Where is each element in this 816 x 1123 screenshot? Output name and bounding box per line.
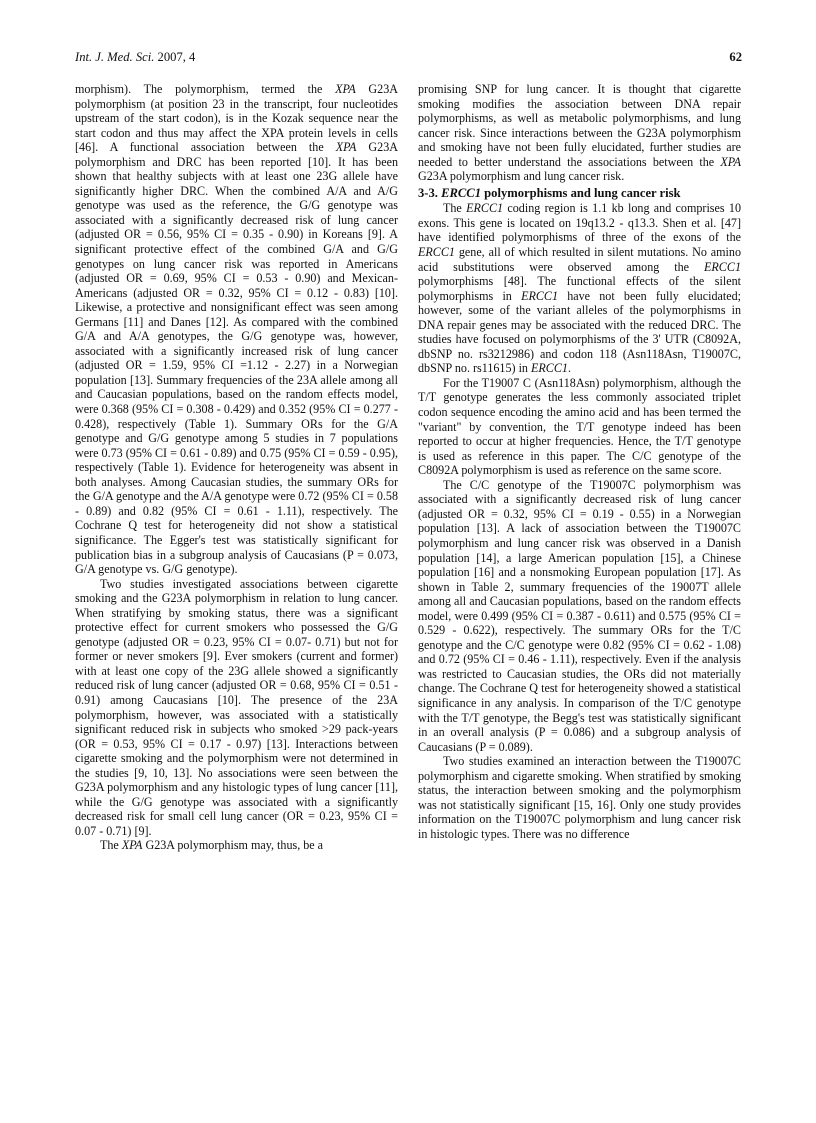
paragraph: The C/C genotype of the T19007C polymorphism was associated with a significantly decreased risk of lung cancer (adjusted OR = 0.32, 95% CI = 0.19 - 0.55) in a Norwegian population [13]. A lack of association between the T19007C polymorphism and lung cancer risk was observed in a Danish population [14], a large American population [15], a Chinese population [16] and a nonsmoking European population [17]. As shown in Table 2, summary frequencies of the 19007T allele among all and Caucasian populations, based on the random effects model, were 0.499 (95% CI = 0.387 - 0.611) and 0.575 (95% CI = 0.529 - 0.622), respectively. The summary ORs for the T/C genotype and the C/C genotype were 0.82 (95% CI = 0.62 - 1.08) and 0.72 (95% CI = 0.46 - 1.11), respectively. Even if the analysis was restricted to Caucasian studies, the ORs did not materially change. The Cochrane Q test for heterogeneity showed a statistical significance in any analysis. In comparison of the T/C genotype with the T/T genotype, the Begg's test was statistically significant in an overall analysis (P = 0.086) and a subgroup analysis of Caucasians (P = 0.089).	[418, 477, 741, 754]
heading-text: polymorphisms and lung cancer risk	[481, 185, 681, 200]
paragraph: For the T19007 C (Asn118Asn) polymorphism, although the T/T genotype generates the less commonly associated triplet codon sequence encoding the amino acid and has been termed the "variant" by convention, the T/T genotype indeed has been reported to occur at higher frequencies. Hence, the T/T genotype is used as reference in this paper. The C/C genotype of the C8092A polymorphism is used as reference on the same score.	[418, 375, 741, 478]
right-column	[418, 82, 741, 841]
paragraph: Two studies investigated associations between cigarette smoking and the G23A polymorphism in relation to lung cancer. When stratifying by smoking status, there was a significant protective effect for current smokers who possessed the G/G genotype (adjusted OR = 0.23, 95% CI = 0.07- 0.71) but not for former or never smokers [9]. Ever smokers (current and former) with at least one copy of the 23G allele showed a significantly reduced risk of lung cancer (adjusted OR = 0.68, 95% CI = 0.51 - 0.91) among Caucasians [10]. The presence of the 23A polymorphism, however, was associated with a statistically significant reduced risk in subjects who smoked >29 pack-years (OR = 0.53, 95% CI = 0.17 - 0.97) [13]. Interactions between cigarette smoking and the polymorphism were not determined in the studies [9, 10, 13]. No associations were seen between the G23A polymorphism and any histologic types of lung cancer [11], while the G/G genotype was associated with a significantly decreased risk for small cell lung cancer (OR = 0.23, 95% CI = 0.07 - 0.71) [9].	[75, 576, 398, 838]
gene-name: ERCC1	[531, 361, 568, 376]
journal-citation	[75, 50, 195, 65]
paragraph	[75, 838, 398, 853]
gene-name: XPA	[720, 154, 741, 169]
text-run: .	[567, 361, 571, 376]
text-run: G23A polymorphism may, thus, be a	[142, 838, 324, 853]
paragraph: Two studies examined an interaction between the T19007C polymorphism and cigarette smoking. When stratified by smoking status, the interaction between smoking and the polymorphism was not statistically significant [15, 16]. Only one study provides information on the T19007C polymorphism and lung cancer risk in histologic types. There was no difference	[418, 754, 741, 841]
text-run: G23A polymorphism and DRC has been reported [10]. It has been shown that healthy subjects with at least one 23G allele have significantly higher DRC. When the combined A/A and A/G genotype was used as the reference, the G/G genotype was associated with a significantly decreased risk of lung cancer (adjusted OR = 0.56, 95% CI = 0.35 - 0.90) in Koreans [9]. A significant protective effect of the combined G/A and G/G genotypes on lung cancer risk was reported in Americans (adjusted OR = 0.69, 95% CI = 0.53 - 0.90) and Mexican-Americans (adjusted OR = 0.32, 95% CI = 0.12 - 0.83) [10]. Likewise, a protective and nonsignificant effect was seen among Germans [11] and Danes [12]. As compared with the combined G/A and A/A genotypes, the G/G genotype was, however, associated with a significantly increased risk of lung cancer (adjusted OR = 1.59, 95% CI =1.12 - 2.27) in a Norwegian population [13]. Summary frequencies of the 23A allele among all and Caucasian populations, based on the random effects model, were 0.368 (95% CI = 0.308 - 0.429) and 0.352 (95% CI = 0.277 - 0.428), respectively (Table 1). Summary ORs for the G/A genotype and G/G genotype among 5 studies in 7 populations were 0.73 (95% CI = 0.61 - 0.89) and 0.75 (95% CI = 0.59 - 0.95), respectively (Table 1). Evidence for heterogeneity was absent in both analyses. Among Caucasian studies, the summary ORs for the G/A genotype and the A/A genotype were 0.72 (95% CI = 0.58 - 0.89) and 0.82 (95% CI = 0.61 - 1.11), respectively. The Cochrane Q test for heterogeneity did not show a statistical significance. The Egger's test was statistically significant for publication bias in a subgroup analysis of Caucasians (P = 0.073, G/A genotype vs. G/G genotype).	[75, 140, 398, 577]
paragraph	[418, 201, 741, 376]
journal-volume: 2007, 4	[157, 50, 196, 64]
text-run: morphism). The polymorphism, termed the	[75, 82, 336, 96]
journal-name: Int. J. Med. Sci.	[75, 50, 155, 64]
text-run: G23A polymorphism and lung cancer risk.	[418, 169, 625, 184]
paragraph	[418, 82, 741, 184]
left-column	[75, 82, 398, 853]
gene-name: ERCC1	[704, 259, 741, 274]
text-run: promising SNP for lung cancer. It is thought that cigarette smoking modifies the association between DNA repair polymorphisms, as well as metabolic polymorphisms, and lung cancer risk. Since interactions between the G23A polymorphism and smoking have not been fully elucidated, further studies are needed to better understand the associations between the	[418, 82, 741, 169]
text-run: The	[100, 838, 122, 853]
gene-name: ERCC1	[441, 185, 481, 200]
gene-name: ERCC1	[521, 288, 559, 303]
section-number: 3-3.	[418, 185, 442, 200]
gene-name: ERCC1	[418, 245, 455, 260]
text-run: coding region is 1.1 kb long and comprises 10 exons. This gene is located on 19q13.2 - q13.3. Shen et al. [47] have identified polymorphisms of three of the exons of the	[418, 201, 741, 245]
gene-name: XPA	[335, 82, 356, 96]
section-heading	[418, 186, 741, 201]
gene-name: ERCC1	[466, 201, 504, 216]
text-run: have not been fully elucidated; however, some of the variant alleles of the polymorphisms in DNA repair genes may be associated with the reduced DRC. The studies have focused on polymorphisms of the 3' UTR (C8092A, dbSNP no. rs3212986) and codon 118 (Asn118Asn, T19007C, dbSNP no. rs11615) in	[418, 288, 742, 376]
page-number: 62	[729, 50, 742, 64]
paragraph	[75, 82, 398, 577]
text-run: gene, all of which resulted in silent mutations. No amino acid substitutions were observed among the	[418, 245, 741, 274]
running-header	[75, 50, 742, 70]
text-run: polymorphisms [48]. The functional effects of the silent polymorphisms in	[418, 274, 741, 303]
text-run: G23A polymorphism (at position 23 in the transcript, four nucleotides upstream of the start codon), is in the Kozak sequence near the start codon and thus may affect the XPA protein levels in cells [46]. A functional association between the	[75, 82, 398, 155]
text-run: The	[443, 201, 467, 216]
gene-name: XPA	[335, 140, 357, 155]
gene-name: XPA	[121, 838, 143, 853]
